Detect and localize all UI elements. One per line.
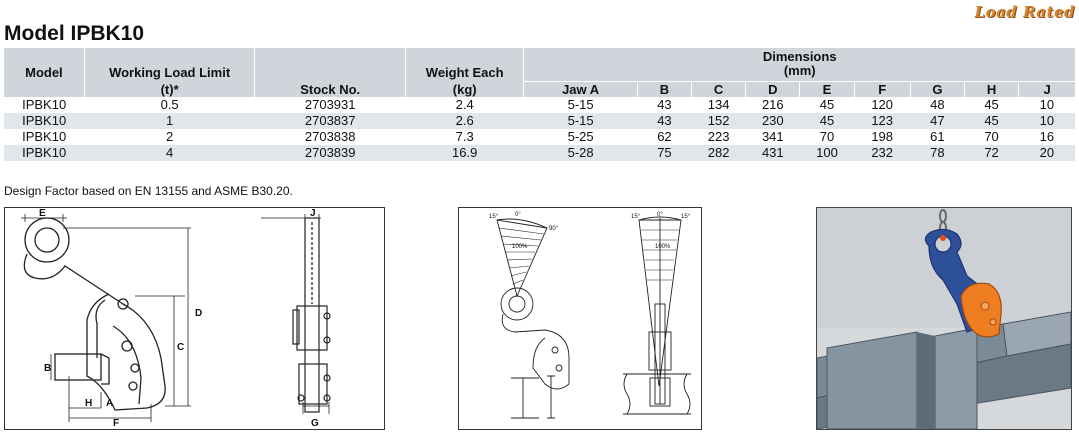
table-row	[4, 129, 1075, 145]
col-stock-spacer	[255, 48, 406, 81]
label-a: A	[106, 398, 114, 409]
angle-left-90: 90°	[549, 226, 559, 232]
col-wll-unit: (t)*	[84, 81, 255, 97]
cell-stock-no: 2703838	[304, 129, 356, 144]
label-e: E	[39, 208, 46, 219]
col-jaw-a: Jaw A	[524, 81, 637, 97]
label-b: B	[44, 363, 52, 374]
label-g: G	[311, 418, 319, 429]
cell-f: 120	[871, 97, 894, 112]
cell-e: 45	[819, 97, 835, 112]
angle-left-15: 15°	[489, 214, 499, 220]
angle-right-15r: 15°	[681, 214, 691, 220]
cell-h: 70	[984, 129, 999, 144]
cell-model: IPBK10	[22, 129, 67, 144]
cell-stock-no: 2703837	[255, 113, 406, 129]
dimension-drawing-svg	[5, 208, 384, 429]
cell-c: 134	[707, 97, 730, 112]
cell-stock-no: 2703839	[255, 145, 406, 161]
cell-weight: 7.3	[455, 129, 474, 144]
cell-c: 152	[692, 113, 746, 129]
col-model: Model	[4, 48, 84, 97]
load-angle-svg	[459, 208, 701, 429]
cell-jaw-a: 5-15	[524, 113, 637, 129]
cell-g: 48	[930, 97, 945, 112]
cell-wll: 2	[165, 129, 174, 144]
col-j: J	[1019, 81, 1075, 97]
dimensions-label: Dimensions	[762, 49, 837, 65]
label-f: F	[113, 418, 120, 429]
design-factor-note: Design Factor based on EN 13155 and ASME B30.20.	[4, 184, 293, 198]
label-j: J	[310, 208, 316, 219]
col-c: C	[692, 81, 746, 97]
cell-d: 216	[761, 97, 784, 112]
angle-left-0: 0°	[515, 212, 521, 218]
angle-left-pct: 100%	[512, 244, 528, 250]
cell-h: 45	[984, 97, 999, 112]
col-weight-unit: (kg)	[405, 81, 523, 97]
col-dimensions	[524, 48, 1075, 81]
page-title: Model IPBK10	[4, 22, 145, 45]
cell-j: 10	[1039, 97, 1055, 112]
cell-e: 70	[819, 129, 835, 144]
cell-b: 43	[637, 113, 691, 129]
cell-f: 232	[854, 145, 910, 161]
cell-b: 43	[657, 97, 672, 112]
col-d: D	[746, 81, 800, 97]
cell-wll: 1	[84, 113, 255, 129]
cell-g: 61	[930, 129, 945, 144]
spec-table	[4, 48, 1075, 161]
cell-h: 72	[964, 145, 1018, 161]
cell-j: 10	[1019, 113, 1075, 129]
load-angle-drawing	[458, 207, 702, 430]
cell-model: IPBK10	[22, 97, 67, 112]
col-b: B	[637, 81, 691, 97]
cell-stock-no: 2703931	[304, 97, 356, 112]
cell-e: 100	[800, 145, 854, 161]
col-stock: Stock No.	[255, 81, 406, 97]
lifting-clamp-svg	[817, 208, 1071, 429]
col-f: F	[854, 81, 910, 97]
col-e: E	[800, 81, 854, 97]
cell-model: IPBK10	[4, 113, 84, 129]
cell-b: 62	[657, 129, 672, 144]
dimension-drawing	[4, 207, 385, 430]
label-d: D	[195, 308, 203, 319]
cell-c: 223	[707, 129, 730, 144]
cell-g: 47	[910, 113, 964, 129]
cell-f: 198	[871, 129, 894, 144]
table-row	[4, 145, 1075, 161]
table-row	[4, 97, 1075, 113]
cell-j: 20	[1019, 145, 1075, 161]
col-wll: Working Load Limit	[84, 48, 255, 81]
label-c: C	[177, 342, 185, 353]
dimensions-unit: (mm)	[783, 63, 816, 79]
cell-wll: 4	[84, 145, 255, 161]
cell-d: 431	[746, 145, 800, 161]
cell-b: 75	[637, 145, 691, 161]
cell-jaw-a: 5-15	[567, 97, 594, 112]
cell-h: 45	[964, 113, 1018, 129]
cell-f: 123	[854, 113, 910, 129]
cell-e: 45	[800, 113, 854, 129]
angle-right-15l: 15°	[631, 214, 641, 220]
cell-weight: 16.9	[405, 145, 523, 161]
cell-weight: 2.6	[405, 113, 523, 129]
col-h: H	[964, 81, 1018, 97]
cell-jaw-a: 5-25	[567, 129, 594, 144]
cell-j: 16	[1039, 129, 1055, 144]
cell-g: 78	[910, 145, 964, 161]
load-rated-badge: Load Rated	[974, 3, 1075, 21]
col-g: G	[910, 81, 964, 97]
cell-wll: 0.5	[160, 97, 179, 112]
cell-c: 282	[692, 145, 746, 161]
cell-weight: 2.4	[455, 97, 474, 112]
cell-d: 341	[761, 129, 784, 144]
angle-right-pct: 100%	[655, 244, 671, 250]
label-h: H	[85, 398, 93, 409]
cell-jaw-a: 5-28	[524, 145, 637, 161]
table-row	[4, 113, 1075, 129]
cell-d: 230	[746, 113, 800, 129]
cell-model: IPBK10	[4, 145, 84, 161]
angle-right-0: 0°	[657, 212, 663, 218]
col-weight: Weight Each	[405, 48, 523, 81]
lifting-clamp-illustration	[816, 207, 1072, 430]
